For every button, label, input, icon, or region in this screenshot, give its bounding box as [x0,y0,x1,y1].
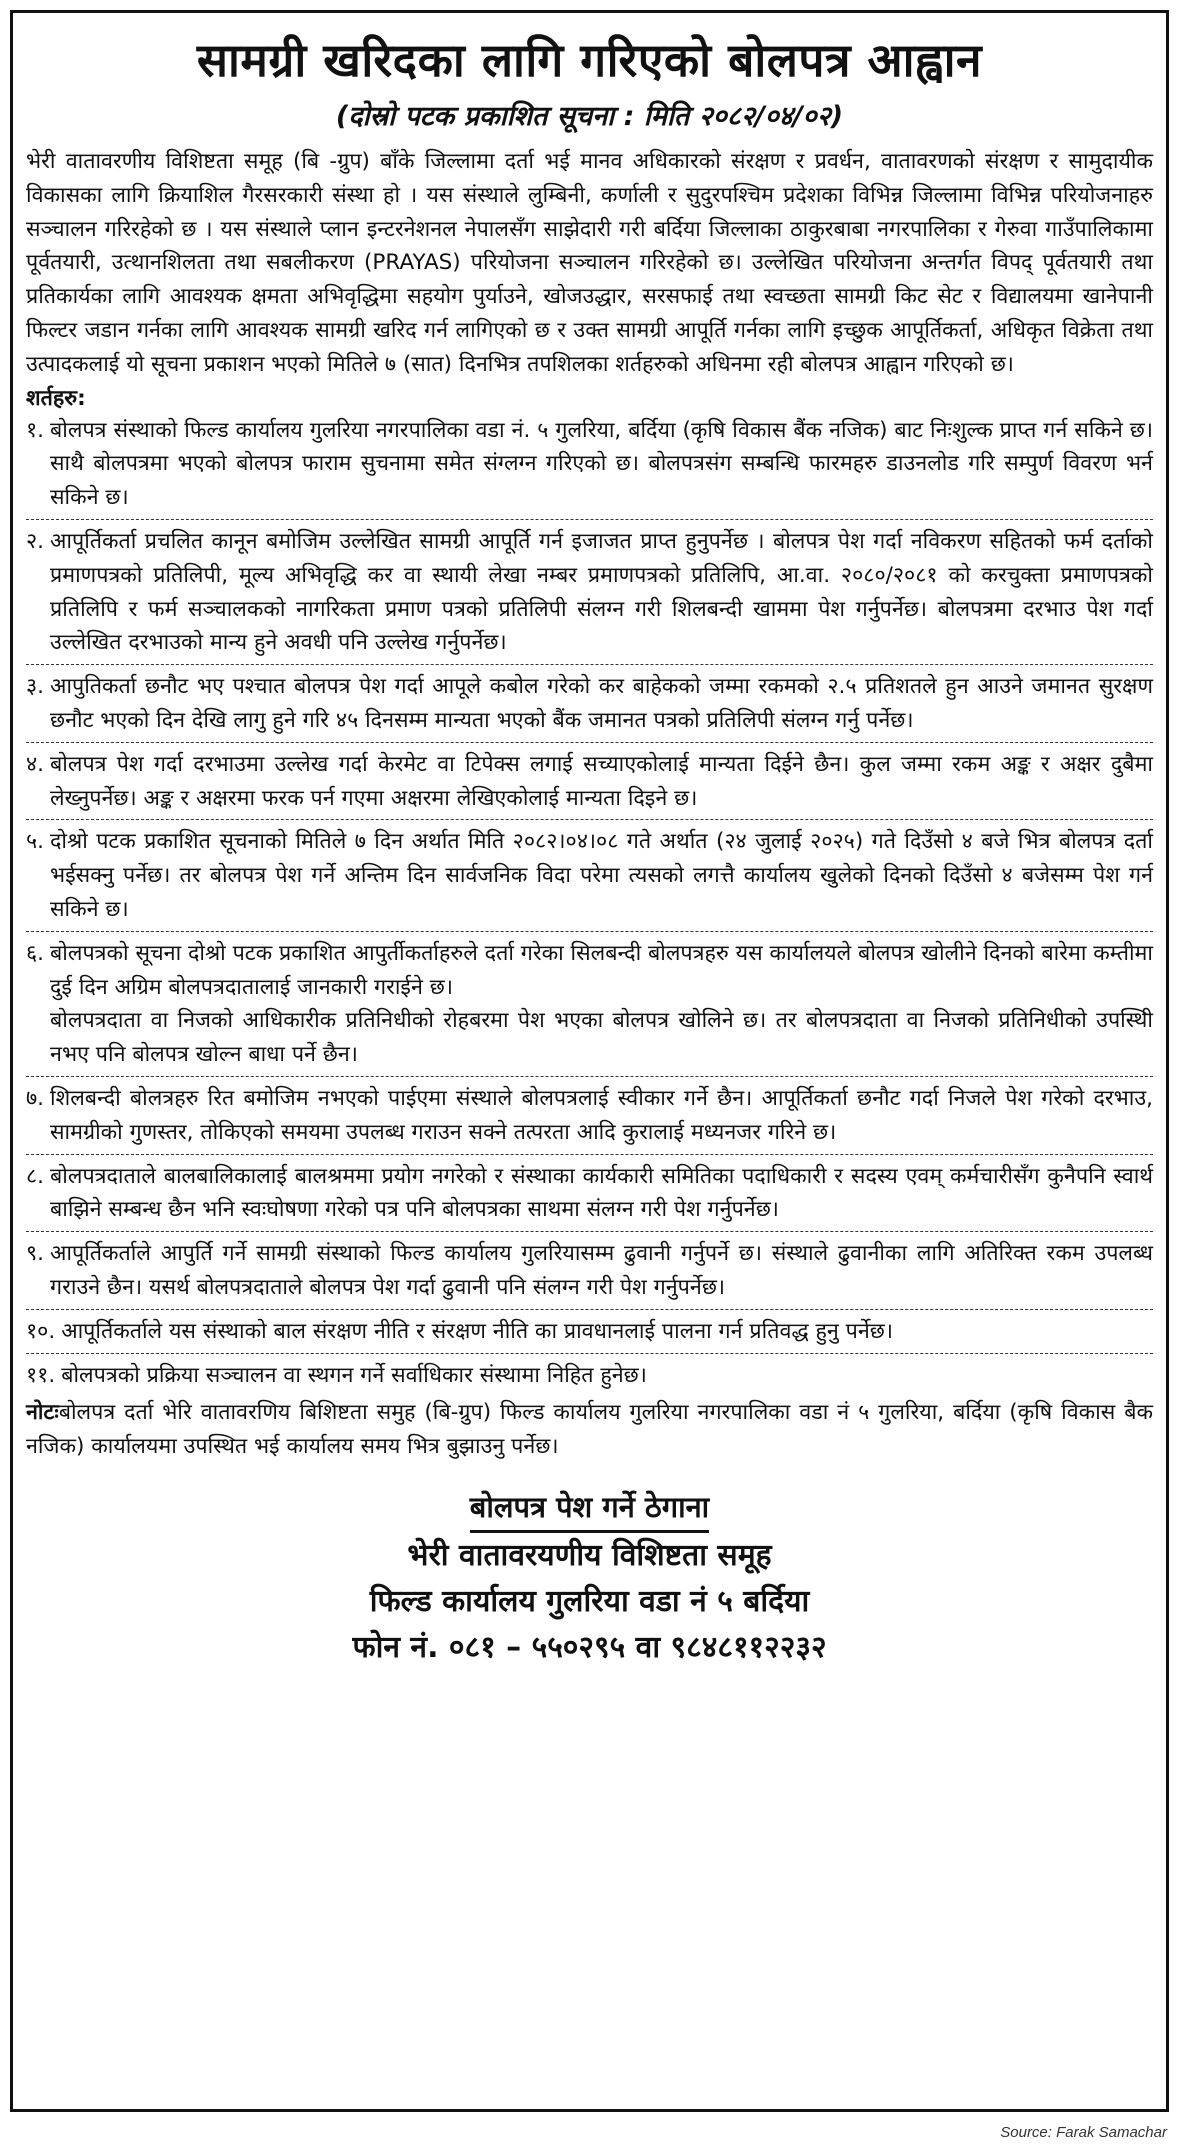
term-item [26,414,1153,515]
term-paragraph: आपुतिकर्ता छनौट भए पश्चात बोलपत्र पेश गर्दा आपूले कबोल गरेको कर बाहेकको जम्मा रकमको २.५ प्रतिशतले हुन आउने जमानत सुरक्षण छनौट भएको दिन देखि लागु हुने गरि ४५ दिनसम्म मान्यता भएको बैंक जमानत पत्रको प्रतिलिपी संलग्न गर्नु पर्नेछ। [50,674,1153,733]
notice-subtitle: (दोस्रो पटक प्रकाशित सूचना : मिति २०८२/०४/०२) [335,101,844,132]
submission-address [26,1486,1153,1671]
term-text [50,748,1153,816]
term-separator [26,664,1153,665]
term-separator [26,1154,1153,1155]
term-item [26,670,1153,738]
term-number: ११. [26,1362,56,1388]
term-text [50,670,1153,738]
term-paragraph: बोलपत्रको सूचना दोश्रो पटक प्रकाशित आपुर्तीकर्ताहरुले दर्ता गरेका सिलबन्दी बोलपत्रहरु यस कार्यालयले बोलपत्र खोलीने दिनको बारेमा कम्तीमा दुई दिन अग्रिम बोलपत्रदातालाई जानकारी गराईने छ। [50,940,1153,1000]
term-separator [26,1076,1153,1077]
term-separator [26,742,1153,743]
term-text [61,1315,1153,1349]
term-text [50,1082,1153,1150]
term-text [50,825,1153,926]
term-item [26,1237,1153,1305]
note-text: बोलपत्र दर्ता भेरि वातावरणिय बिशिष्टता समुह (बि-ग्रुप) फिल्ड कार्यालय गुलरिया नगरपालिका वडा नं ५ गुलरिया, बर्दिया (कृषि विकास बैक नजिक) कार्यालयमा उपस्थित भई कार्यालय समय भित्र बुझाउनु पर्नेछ। [26,1400,1153,1460]
term-text [50,1237,1153,1305]
term-number: ८. [26,1163,45,1189]
term-paragraph: बोलपत्र संस्थाको फिल्ड कार्यालय गुलरिया नगरपालिका वडा नं. ५ गुलरिया, बर्दिया (कृषि विकास बैंक नजिक) बाट निःशुल्क प्राप्त गर्न सकिने छ। साथै बोलपत्रमा भएको बोलपत्र फाराम सुचनामा समेत संग्लग्न गरिएको छ। बोलपत्रसंग सम्बन्धि फारमहरु डाउनलोड गरि सम्पुर्ण विवरण भर्न सकिने छ। [50,417,1153,511]
term-text [50,1160,1153,1228]
term-separator [26,519,1153,520]
term-item [26,1160,1153,1228]
term-number: ५. [26,829,45,855]
address-org: भेरी वातावरयणीय विशिष्टता समूह [407,1537,772,1573]
term-text [50,525,1153,660]
term-paragraph: दोश्रो पटक प्रकाशित सूचनाको मितिले ७ दिन अर्थात मिति २०८२।०४।०८ गते अर्थात (२४ जुलाई २०२५) गते दिउँसो ४ बजे भित्र बोलपत्र दर्ता भईसक्नु पर्नेछ। तर बोलपत्र पेश गर्ने अन्तिम दिन सार्वजनिक विदा परेमा त्यसको लगत्तै कार्यालय खुलेको दिनको दिउँसो ४ बजेसम्म पेश गर्न सकिने छ। [50,829,1153,922]
term-paragraph: बोलपत्र पेश गर्दा दरभाउमा उल्लेख गर्दा केरमेट वा टिपेक्स लगाई सच्याएकोलाई मान्यता दिईने छैन। कुल जम्मा रकम अङ्क र अक्षर दुबैमा लेख्नुपर्नेछ। अङ्क र अक्षरमा फरक पर्न गएमा अक्षरमा लेखिएकोलाई मान्यता दिइने छ। [50,751,1153,811]
notice-title: सामग्री खरिदका लागि गरिएको बोलपत्र आह्वान [196,33,983,87]
term-number: ९. [26,1241,45,1267]
term-number: ७. [26,1085,45,1111]
term-text [50,414,1153,515]
terms-list [26,414,1153,1393]
note-paragraph [26,1396,1153,1464]
term-number: १. [26,417,45,443]
term-number: ६. [26,940,45,966]
term-item [26,937,1153,1072]
term-paragraph: बोलपत्रको प्रक्रिया सञ्चालन वा स्थगन गर्ने सर्वाधिकार संस्थामा निहित हुनेछ। [61,1362,647,1388]
note-label: नोटः [26,1400,59,1426]
terms-heading: शर्तहरु: [26,385,86,411]
address-office: फिल्ड कार्यालय गुलरिया वडा नं ५ बर्दिया [369,1583,810,1619]
term-item [26,825,1153,926]
term-separator [26,819,1153,820]
term-number: ३. [26,674,45,700]
term-paragraph: बोलपत्रदाताले बालबालिकालाई बालश्रममा प्रयोग नगरेको र संस्थाका कार्यकारी समितिका पदाधिकारी र सदस्य एवम् कर्मचारीसँग कुनैपनि स्वार्थ बाझिने सम्बन्ध छैन भनि स्वःघोषणा गरेको पत्र पनि बोलपत्रका साथमा संलग्न गरी पेश गर्नुपर्नेछ। [50,1163,1153,1223]
notice-content [26,23,1153,1671]
term-text [50,937,1153,1072]
term-item [26,748,1153,816]
notice-frame [10,10,1169,2112]
source-credit: Source: Farak Samachar [1000,2124,1167,2141]
term-separator [26,1353,1153,1354]
address-phone: फोन नं. ०८१ – ५५०२९५ वा ९८४८११२२३२ [352,1629,827,1665]
term-item [26,1315,1153,1349]
term-paragraph: आपूर्तिकर्ताले यस संस्थाको बाल संरक्षण नीति र संरक्षण नीति का प्रावधानलाई पालना गर्न प्रतिवद्ध हुनु पर्नेछ। [61,1318,894,1344]
intro-paragraph: भेरी वातावरणीय विशिष्टता समूह (बि -ग्रुप) बाँके जिल्लामा दर्ता भई मानव अधिकारको संरक्षण र प्रवर्धन, वातावरणको संरक्षण र सामुदायीक विकासका लागि क्रियाशिल गैरसरकारी संस्था हो । यस संस्थाले लुम्बिनी, कर्णाली र सुदुरपश्चिम प्रदेशका विभिन्न जिल्लामा विभिन्न परियोजनाहरु सञ्चालन गरिरहेको छ । यस संस्थाले प्लान इन्टरनेशनल नेपालसँग साझेदारी गरी बर्दिया जिल्लाका ठाकुरबाबा नगरपालिका र गेरुवा गाउँपालिकामा पूर्वतयारी, उत्थानशिलता तथा सबलीकरण (PRAYAS) परियोजना सञ्चालन गरिरहेको छ। उल्लेखित परियोजना अन्तर्गत विपद् पूर्वतयारी तथा प्रतिकार्यका लागि आवश्यक क्षमता अभिवृद्धिमा सहयोग पुर्याउने, खोजउद्धार, सरसफाई तथा स्वच्छता सामग्री किट सेट र विद्यालयमा खानेपानी फिल्टर जडान गर्नका लागि आवश्यक सामग्री खरिद गर्न लागिएको छ र उक्त सामग्री आपूर्ति गर्नका लागि इच्छुक आपूर्तिकर्ता, अधिकृत विक्रेता तथा उत्पादकलाई यो सूचना प्रकाशन भएको मितिले ७ (सात) दिनभित्र तपशिलका शर्तहरुको अधिनमा रही बोलपत्र आह्वान गरिएको छ। [26,149,1153,377]
term-separator [26,931,1153,932]
term-item [26,1082,1153,1150]
term-text [61,1359,1153,1393]
term-number: ४. [26,751,45,777]
term-item [26,525,1153,660]
term-paragraph: आपूर्तिकर्ता प्रचलित कानून बमोजिम उल्लेखित सामग्री आपूर्ति गर्न इजाजत प्राप्त हुनुपर्नेछ । बोलपत्र पेश गर्दा नविकरण सहितको फर्म दर्ताको प्रमाणपत्रको प्रतिलिपी, मूल्य अभिवृद्धि कर वा स्थायी लेखा नम्बर प्रमाणपत्रको प्रतिलिपि, आ.वा. २०८०/२०८१ को करचुक्ता प्रमाणपत्रको प्रतिलिपि र फर्म सञ्चालकको नागरिकता प्रमाण पत्रको प्रतिलिपी संलग्न गरी शिलबन्दी खाममा पेश गर्नुपर्नेछ। बोलपत्रमा दरभाउ पेश गर्दा उल्लेखित दरभाउको मान्य हुने अवधी पनि उल्लेख गर्नुपर्नेछ। [50,528,1153,656]
term-paragraph: बोलपत्रदाता वा निजको आधिकारीक प्रतिनिधीको रोहबरमा पेश भएका बोलपत्र खोलिने छ। तर बोलपत्रदाता वा निजको प्रतिनिधीको उपस्थिी नभए पनि बोलपत्र खोल्न बाधा पर्ने छैन। [50,1008,1153,1068]
term-separator [26,1309,1153,1310]
term-number: १०. [26,1318,56,1344]
address-heading: बोलपत्र पेश गर्ने ठेगाना [470,1486,709,1533]
term-item [26,1359,1153,1393]
term-paragraph: आपूर्तिकर्ताले आपुर्ति गर्ने सामग्री संस्थाको फिल्ड कार्यालय गुलरियासम्म ढुवानी गर्नुपर्ने छ। संस्थाले ढुवानीका लागि अतिरिक्त रकम उपलब्ध गराउने छैन। यसर्थ बोलपत्रदाताले बोलपत्र पेश गर्दा ढुवानी पनि संलग्न गरी पेश गर्नुपर्नेछ। [50,1241,1153,1300]
term-number: २. [26,528,45,554]
term-separator [26,1231,1153,1232]
term-paragraph: शिलबन्दी बोलत्रहरु रित बमोजिम नभएको पाईएमा संस्थाले बोलपत्रलाई स्वीकार गर्ने छैन। आपूर्तिकर्ता छनौट गर्दा निजले पेश गरेको दरभाउ, सामग्रीको गुणस्तर, तोकिएको समयमा उपलब्ध गराउन सक्ने तत्परता आदि कुरालाई मध्यनजर गरिने छ। [50,1085,1153,1145]
